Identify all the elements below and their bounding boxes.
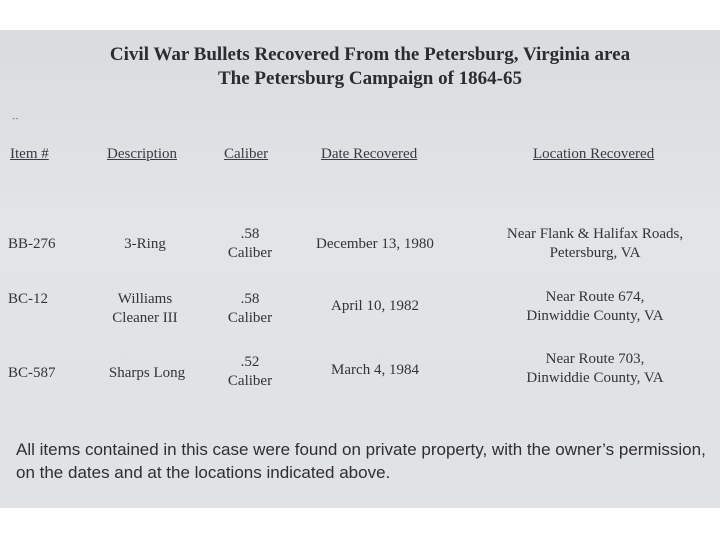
- header-location: Location Recovered: [533, 146, 655, 162]
- row-2-location-line2: Dinwiddie County, VA: [526, 308, 664, 324]
- card-title: Civil War Bullets Recovered From the Petersburg, Virginia area: [109, 44, 631, 65]
- row-1-location-line2: Petersburg, VA: [549, 245, 641, 261]
- row-1-description: 3-Ring: [124, 236, 166, 252]
- row-2-caliber-size: .58: [240, 291, 260, 307]
- row-2-location-line1: Near Route 674,: [545, 289, 645, 305]
- header-description: Description: [107, 146, 177, 162]
- row-3-date: March 4, 1984: [331, 362, 419, 378]
- footer-note: All items contained in this case were found on private property, with the owner’s permission, on the dates and at the locations indicated above.: [16, 440, 706, 482]
- row-1-date: December 13, 1980: [316, 236, 434, 252]
- header-date: Date Recovered: [321, 146, 418, 162]
- row-3-location-line1: Near Route 703,: [545, 351, 645, 367]
- row-2-description-line2: Cleaner III: [112, 310, 178, 326]
- row-2-description-line1: Williams: [117, 291, 173, 307]
- row-2-item: BC-12: [8, 291, 49, 307]
- speck-mark: ⋅⋅: [12, 114, 19, 125]
- header-caliber: Caliber: [224, 146, 269, 162]
- row-3-caliber-size: .52: [240, 354, 260, 370]
- row-3-description: Sharps Long: [108, 365, 186, 381]
- row-2-date: April 10, 1982: [331, 298, 419, 314]
- card-subtitle: The Petersburg Campaign of 1864-65: [218, 68, 522, 89]
- row-1-item: BB-276: [8, 236, 56, 252]
- row-3-caliber-label: Caliber: [227, 373, 273, 389]
- row-1-caliber-label: Caliber: [227, 245, 273, 261]
- header-item: Item #: [10, 146, 49, 162]
- row-2-caliber-label: Caliber: [227, 310, 273, 326]
- row-3-item: BC-587: [8, 365, 56, 381]
- row-1-location-line1: Near Flank & Halifax Roads,: [506, 226, 684, 242]
- display-card: [0, 30, 720, 508]
- row-3-location-line2: Dinwiddie County, VA: [526, 370, 664, 386]
- row-1-caliber-size: .58: [240, 226, 260, 242]
